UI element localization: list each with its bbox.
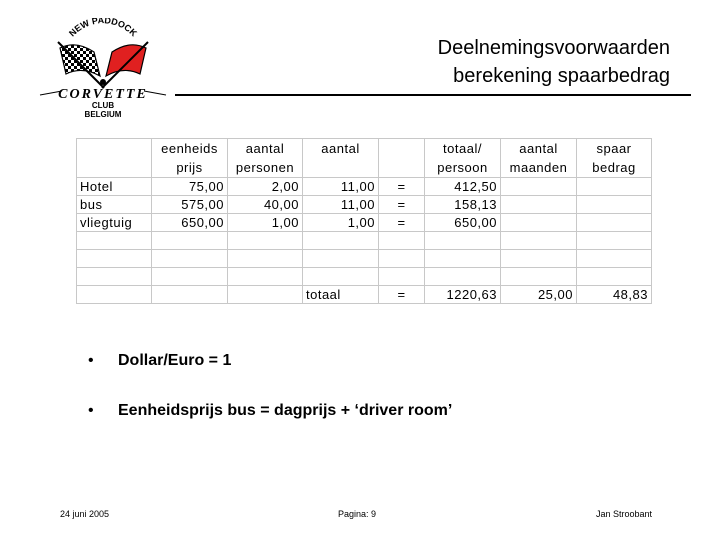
table-cell: 412,50	[425, 178, 501, 196]
table-cell: =	[379, 214, 425, 232]
row-label	[77, 268, 152, 286]
row-label: Hotel	[77, 178, 152, 196]
table-row	[77, 178, 652, 196]
table-cell	[577, 250, 652, 268]
bullet-text: Eenheidsprijs bus = dagprijs + ‘driver room’	[118, 402, 453, 419]
table-cell	[425, 268, 501, 286]
table-cell: 40,00	[228, 196, 303, 214]
row-label	[77, 232, 152, 250]
total-per-person: 1220,63	[425, 286, 501, 304]
table-cell: 1,00	[303, 214, 379, 232]
table-cell	[152, 232, 228, 250]
footer-date: 24 juni 2005	[60, 509, 110, 519]
bullet-icon: •	[88, 352, 94, 369]
header-cell: spaar bedrag	[577, 139, 652, 178]
table-cell	[425, 250, 501, 268]
logo-text-club: CLUB	[91, 101, 115, 110]
footer-author: Jan Stroobant	[596, 509, 653, 519]
table-cell: 1,00	[228, 214, 303, 232]
table-cell: =	[379, 178, 425, 196]
table-cell	[303, 250, 379, 268]
table-cell	[501, 178, 577, 196]
logo-text-top: NEW PADDOCK	[67, 18, 139, 39]
table-header-row	[77, 139, 652, 178]
total-months: 25,00	[501, 286, 577, 304]
table-cell	[152, 250, 228, 268]
club-logo	[38, 18, 168, 122]
title-divider	[175, 94, 691, 96]
table-cell	[501, 250, 577, 268]
table-total-row	[77, 286, 652, 304]
table-cell	[577, 214, 652, 232]
header-cell	[379, 139, 425, 178]
bullet-text: Dollar/Euro = 1	[118, 352, 232, 369]
table-row	[77, 196, 652, 214]
row-label: bus	[77, 196, 152, 214]
table-cell: 75,00	[152, 178, 228, 196]
table-cell: 11,00	[303, 196, 379, 214]
table-cell	[152, 268, 228, 286]
header-cell: aantal maanden	[501, 139, 577, 178]
table-cell: 650,00	[425, 214, 501, 232]
header-cell: totaal/ persoon	[425, 139, 501, 178]
table-cell	[228, 232, 303, 250]
table-row	[77, 232, 652, 250]
savings-amount: 48,83	[577, 286, 652, 304]
table-cell	[152, 286, 228, 304]
table-cell: 11,00	[303, 178, 379, 196]
svg-text:NEW PADDOCK	[67, 18, 139, 39]
table-cell	[228, 250, 303, 268]
table-cell: 575,00	[152, 196, 228, 214]
table-cell	[501, 196, 577, 214]
table-cell	[577, 196, 652, 214]
header-cell: aantal	[303, 139, 379, 178]
table-cell	[379, 268, 425, 286]
table-cell	[577, 232, 652, 250]
title-line-2: berekening spaarbedrag	[453, 65, 670, 87]
slide-title	[438, 34, 670, 90]
table-cell	[303, 268, 379, 286]
row-label	[77, 286, 152, 304]
calculation-table	[76, 138, 652, 304]
checkered-flag-icon	[58, 42, 104, 88]
red-flag-icon	[102, 42, 148, 88]
title-line-1: Deelnemingsvoorwaarden	[437, 37, 670, 59]
logo-text-country: BELGIUM	[84, 110, 122, 119]
table-cell	[577, 178, 652, 196]
table-cell	[228, 268, 303, 286]
bullet-icon: •	[88, 402, 94, 419]
table-row	[77, 214, 652, 232]
table-cell: =	[379, 286, 425, 304]
row-label	[77, 250, 152, 268]
table-cell: =	[379, 196, 425, 214]
table-cell	[379, 250, 425, 268]
header-cell: eenheids prijs	[152, 139, 228, 178]
logo-text-brand: CORVETTE	[58, 87, 148, 102]
table-cell	[501, 268, 577, 286]
header-cell: aantal personen	[228, 139, 303, 178]
row-label: vliegtuig	[77, 214, 152, 232]
footer-page-number: Pagina: 9	[338, 509, 377, 519]
table-cell: 158,13	[425, 196, 501, 214]
table-cell: 650,00	[152, 214, 228, 232]
table-cell	[501, 214, 577, 232]
table-cell	[501, 232, 577, 250]
header-cell	[77, 139, 152, 178]
table-cell	[303, 232, 379, 250]
total-label: totaal	[303, 286, 379, 304]
table-cell	[379, 232, 425, 250]
table-row	[77, 250, 652, 268]
table-row	[77, 268, 652, 286]
table-cell: 2,00	[228, 178, 303, 196]
table-cell	[425, 232, 501, 250]
table-cell	[577, 268, 652, 286]
table-cell	[228, 286, 303, 304]
